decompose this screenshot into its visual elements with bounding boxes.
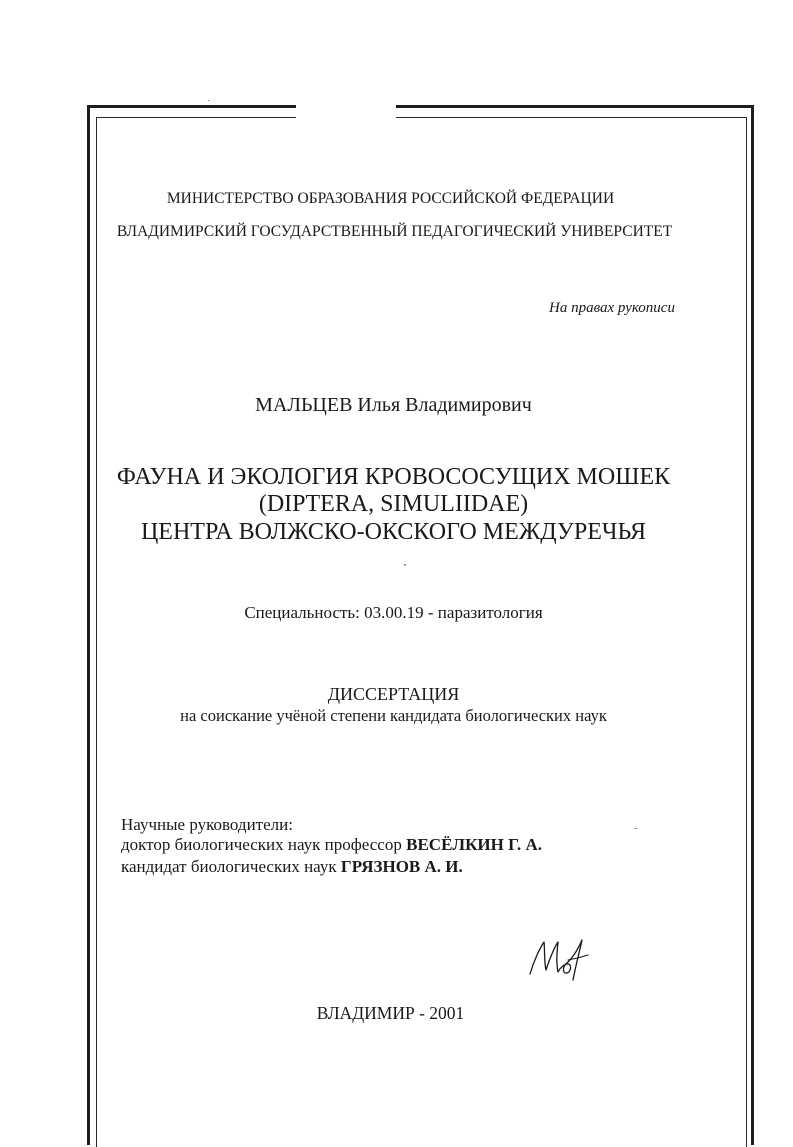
scan-speck xyxy=(404,564,406,566)
page-frame-inner xyxy=(96,117,747,1147)
scan-speck xyxy=(208,100,210,101)
supervisors-heading: Научные руководители: xyxy=(121,815,293,834)
degree-line: на соискание учёной степени кандидата биологических наук xyxy=(180,706,607,725)
thesis-title-line-3: ЦЕНТРА ВОЛЖСКО-ОКСКОГО МЕЖДУРЕЧЬЯ xyxy=(140,519,647,545)
author-name: МАЛЬЦЕВ Илья Владимирович xyxy=(255,394,532,416)
supervisor-1 xyxy=(121,835,542,855)
specialty-line: Специальность: 03.00.19 - паразитология xyxy=(244,603,543,622)
supervisor-2-name: ГРЯЗНОВ А. И. xyxy=(340,857,463,876)
thesis-title-line-2: (DIPTERA, SIMULIIDAE) xyxy=(258,491,529,517)
supervisor-2-title: кандидат биологических наук xyxy=(121,857,337,876)
rights-note: На правах рукописи xyxy=(549,300,675,316)
frame-gap xyxy=(296,104,396,122)
thesis-title-line-1: ФАУНА И ЭКОЛОГИЯ КРОВОСОСУЩИХ МОШЕК xyxy=(116,464,671,490)
supervisor-1-name: ВЕСЁЛКИН Г. А. xyxy=(406,835,543,854)
supervisor-2 xyxy=(121,857,463,877)
scan-speck xyxy=(634,828,637,829)
document-type: ДИССЕРТАЦИЯ xyxy=(327,684,460,704)
handwritten-signature-icon xyxy=(524,930,592,984)
ministry-heading: МИНИСТЕРСТВО ОБРАЗОВАНИЯ РОССИЙСКОЙ ФЕДЕРАЦИИ xyxy=(166,190,615,207)
city-year: ВЛАДИМИР - 2001 xyxy=(316,1003,465,1023)
supervisor-1-title: доктор биологических наук профессор xyxy=(121,835,402,854)
university-heading: ВЛАДИМИРСКИЙ ГОСУДАРСТВЕННЫЙ ПЕДАГОГИЧЕСКИЙ УНИВЕРСИТЕТ xyxy=(116,223,673,240)
